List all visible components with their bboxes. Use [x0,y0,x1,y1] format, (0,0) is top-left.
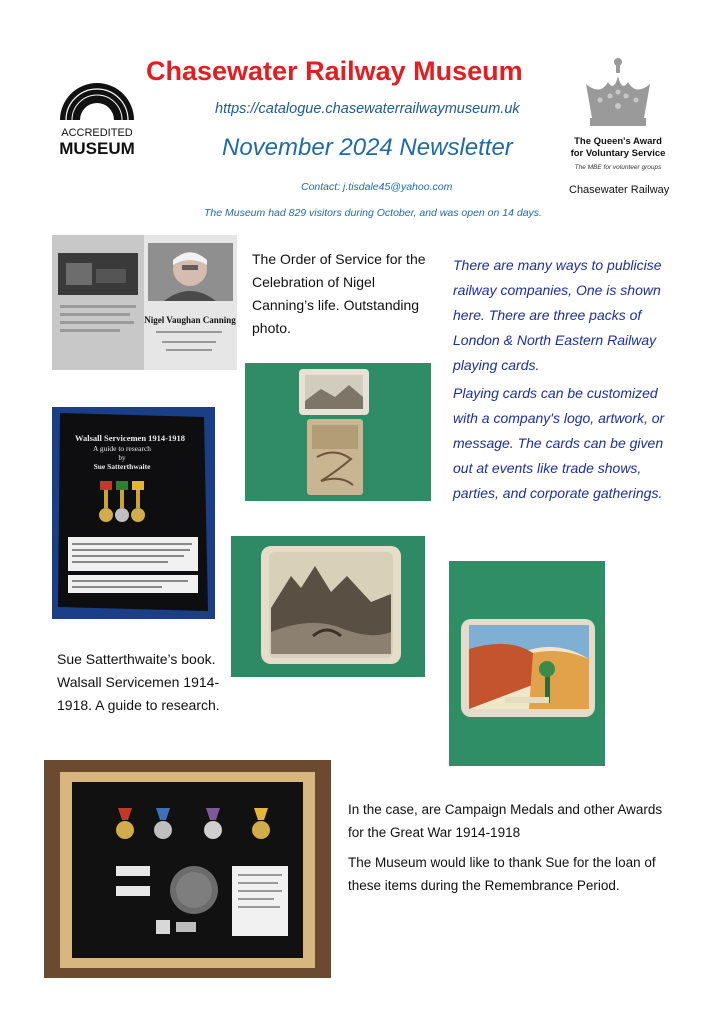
playing-cards-paragraph-1: There are many ways to publicise railway companies, One is shown here. There are three packs of London & North Eastern Railway playing cards. [453,257,662,373]
award-line2: for Voluntary Service [570,148,666,159]
book-by: by [118,454,126,462]
order-of-service-photo [52,235,237,370]
playing-cards-text [453,253,675,509]
queens-award-logo [570,56,666,182]
card-packs-photo-3 [449,561,605,766]
display-case-paragraph-2: The Museum would like to thank Sue for the loan of these items during the Remembrance Period. [348,855,656,893]
page-title: Chasewater Railway Museum [146,56,523,86]
catalogue-url-link[interactable]: https://catalogue.chasewaterrailwaymuseum.uk [215,101,520,117]
playing-cards-paragraph-2: Playing cards can be customized with a company's logo, artwork, or message. The cards can be given out at events like trade shows, parties, and corporate gatherings. [453,385,665,501]
service-photo-name: Nigel Vaughan Canning [144,315,236,325]
accredited-top-text: ACCREDITED [61,127,133,139]
book-author: Sue Satterthwaite [93,462,151,471]
order-of-service-caption: The Order of Service for the Celebration of Nigel Canning’s life. Outstanding photo. [252,251,426,336]
display-case-paragraph-1: In the case, are Campaign Medals and other Awards for the Great War 1914-1918 [348,802,663,840]
contact-email[interactable]: Contact: j.tisdale45@yahoo.com [301,181,453,193]
card-packs-photo-1 [245,363,431,501]
visitor-stats: The Museum had 829 visitors during October, and was open on 14 days. [204,207,542,219]
newsletter-heading: November 2024 Newsletter [222,134,513,161]
accredited-bottom-text: MUSEUM [59,139,135,158]
walsall-servicemen-book-photo [52,407,215,619]
award-caption: Chasewater Railway [569,184,670,196]
award-line3: The MBE for volunteer groups [574,164,662,171]
card-packs-photo-2 [231,536,425,677]
book-title: Walsall Servicemen 1914-1918 [74,433,186,443]
medals-display-case-photo [44,760,331,978]
book-subtitle: A guide to research [92,444,152,453]
book-caption: Sue Satterthwaite’s book. Walsall Servicemen 1914-1918. A guide to research. [57,651,220,713]
display-case-text [348,798,678,904]
accredited-museum-logo [52,66,142,158]
award-line1: The Queen's Award [574,136,662,147]
